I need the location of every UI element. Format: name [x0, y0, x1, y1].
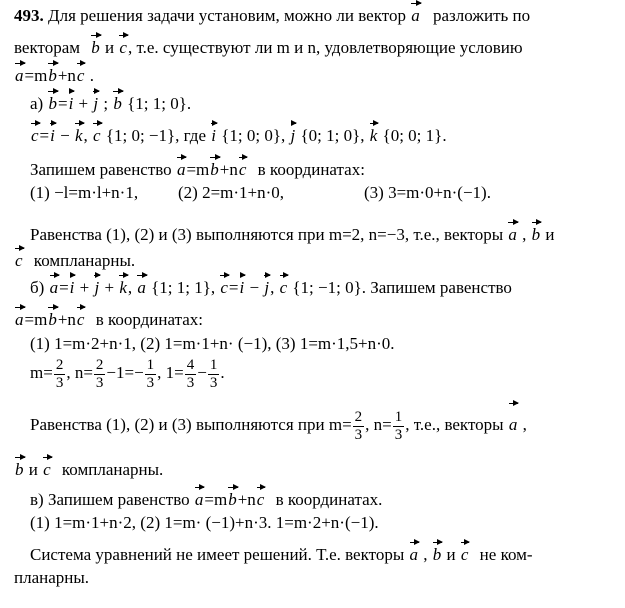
intro-line-2: векторам b и c, т.е. существуют ли m и n, удовлетворяющие условию	[14, 38, 523, 57]
intro-line-3: a=mb+nc .	[15, 66, 94, 85]
part-a-c-definition: c=i − k, c {1; 0; −1}, где i {1; 0; 0}, j {0; 1; 0}, k {0; 0; 1}.	[31, 126, 447, 145]
part-v-write-equality: в) Запишем равенство a=mb+nc в координатах.	[30, 490, 383, 509]
part-a-label: а)	[30, 94, 44, 113]
part-a-conclusion-end: c компланарны.	[15, 251, 136, 270]
vector-b: b	[91, 38, 100, 57]
vector-c: c	[119, 38, 127, 57]
part-b-conclusion: Равенства (1), (2) и (3) выполняются при m= $\frac{2}{3}$ , n= $\frac{1}{3}$ , т.е., векторы a ,	[30, 406, 527, 444]
part-b-label: б)	[30, 278, 45, 297]
part-a-conclusion: Равенства (1), (2) и (3) выполняются при m=2, n=−3, т.е., векторы a , b и	[30, 225, 555, 244]
fraction: $\frac{4}{3}$	[186, 356, 195, 391]
fraction: $\frac{1}{3}$	[209, 356, 218, 391]
part-b-a-definition: б) a=i + j + k, a {1; 1; 1}, c=i − j, c {1; −1; 0}. Запишем равенство	[30, 278, 512, 297]
fraction: $\frac{2}{3}$	[95, 356, 104, 391]
fraction: $\frac{1}{3}$	[394, 408, 403, 443]
equation-1: (1) −l=m·l+n·1,	[30, 183, 139, 202]
part-a-b-definition: а) b=i + j ; b {1; 1; 0}.	[30, 94, 192, 113]
equation-3: (3) 3=m·0+n·(−1).	[364, 183, 491, 202]
equation-2: (2) 2=m·1+n·0,	[178, 183, 285, 202]
part-a-write-equality: Запишем равенство a=mb+nc в координатах:	[30, 160, 365, 179]
fraction: $\frac{1}{3}$	[146, 356, 155, 391]
part-b-conclusion-end: b и c компланарны.	[15, 460, 164, 479]
part-v-equations: (1) 1=m·1+n·2, (2) 1=m· (−1)+n·3. 1=m·2+n·(−1).	[30, 513, 379, 532]
vector-a: a	[411, 6, 420, 25]
problem-number: 493.	[14, 6, 44, 25]
part-v-conclusion-end: планарны.	[14, 568, 90, 587]
part-b-write-equality: a=mb+nc в координатах:	[15, 310, 204, 329]
part-b-equations: (1) 1=m·2+n·1, (2) 1=m·1+n· (−1), (3) 1=m·1,5+n·0.	[30, 334, 395, 353]
part-b-solution: m= $\frac{2}{3}$ , n= $\frac{2}{3}$ −1=− $\frac{1}{3}$ , 1= $\frac{4}{3}$ − $\frac{1}{3}$ .	[30, 356, 225, 391]
fraction: $\frac{2}{3}$	[55, 356, 64, 391]
part-v-conclusion: Система уравнений не имеет решений. Т.е. векторы a , b и c не ком-	[30, 545, 533, 564]
intro-line-1: 493. Для решения задачи установим, можно ли вектор a разложить по	[14, 6, 531, 25]
fraction: $\frac{2}{3}$	[354, 408, 363, 443]
